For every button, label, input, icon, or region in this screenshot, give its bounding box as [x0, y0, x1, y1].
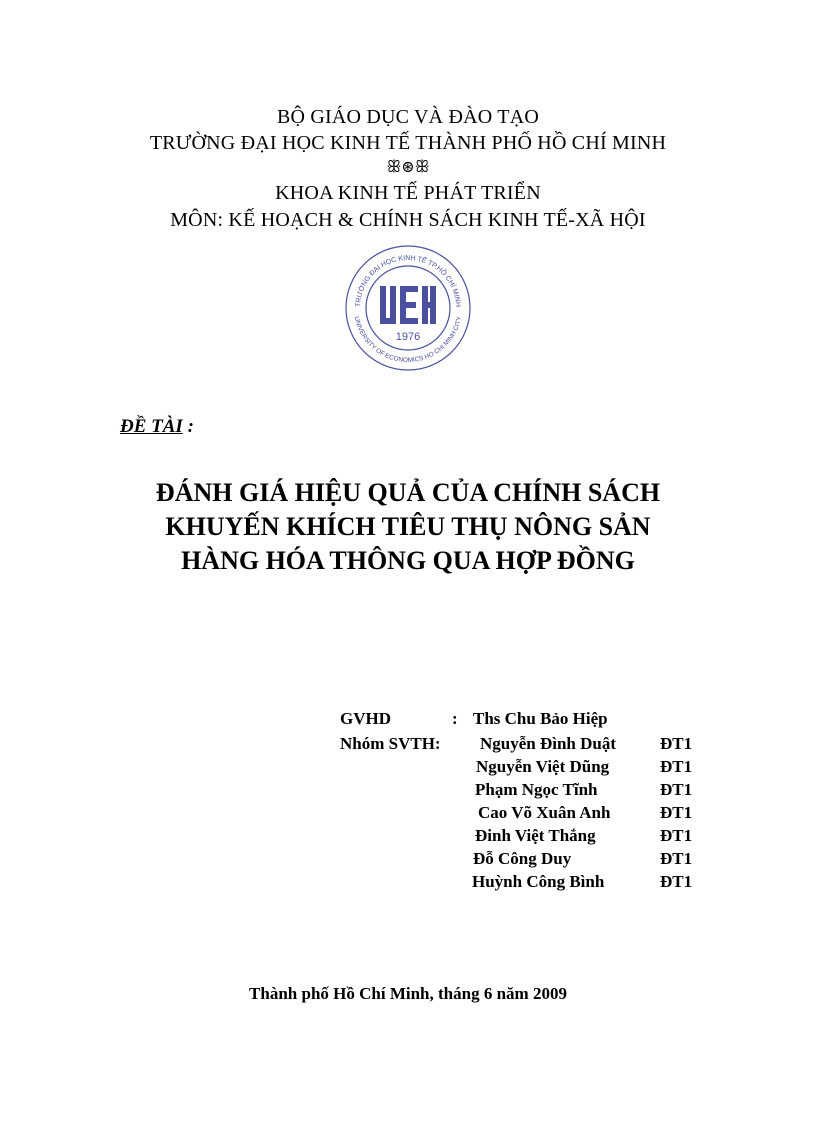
- logo-year: 1976: [395, 331, 421, 343]
- university-line: TRƯỜNG ĐẠI HỌC KINH TẾ THÀNH PHỐ HỒ CHÍ MINH: [149, 132, 667, 154]
- advisor-separator: :: [452, 709, 458, 728]
- member-name: Đỗ Công Duy: [473, 849, 572, 868]
- member-name: Huỳnh Công Bình: [472, 872, 605, 891]
- topic-label-text: ĐỀ TÀI: [120, 416, 183, 437]
- member-class: ĐT1: [660, 849, 693, 868]
- university-logo: [344, 244, 472, 372]
- logo-ring-text-top: TRƯỜNG ĐẠI HỌC KINH TẾ TP.HỒ CHÍ MINH: [354, 254, 462, 308]
- member-class: ĐT1: [660, 734, 693, 753]
- logo-emblem: [380, 286, 436, 324]
- member-class: ĐT1: [660, 757, 693, 776]
- ornament-icon: ꕥ⊛ꕥ: [386, 159, 430, 176]
- title-line-3: HÀNG HÓA THÔNG QUA HỢP ĐỒNG: [181, 546, 635, 575]
- group-label: Nhóm SVTH:: [340, 734, 441, 753]
- faculty-line: KHOA KINH TẾ PHÁT TRIỂN: [275, 182, 541, 204]
- member-name: Phạm Ngọc Tĩnh: [475, 780, 598, 799]
- subject-line: MÔN: KẾ HOẠCH & CHÍNH SÁCH KINH TẾ-XÃ HỘI: [170, 209, 646, 231]
- place-date-footer: Thành phố Hồ Chí Minh, tháng 6 năm 2009: [249, 984, 567, 1003]
- ministry-line: BỘ GIÁO DỤC VÀ ĐÀO TẠO: [277, 106, 539, 128]
- advisor-name: Ths Chu Bảo Hiệp: [473, 709, 608, 728]
- member-name: Cao Võ Xuân Anh: [478, 803, 611, 822]
- member-name: Nguyễn Đình Duật: [480, 734, 617, 753]
- member-class: ĐT1: [660, 803, 693, 822]
- title-line-1: ĐÁNH GIÁ HIỆU QUẢ CỦA CHÍNH SÁCH: [155, 478, 661, 507]
- member-name: Nguyễn Việt Dũng: [476, 757, 610, 776]
- member-class: ĐT1: [660, 872, 693, 891]
- member-name: Đinh Việt Thắng: [475, 826, 596, 845]
- member-class: ĐT1: [660, 826, 693, 845]
- title-line-2: KHUYẾN KHÍCH TIÊU THỤ NÔNG SẢN: [165, 512, 651, 541]
- topic-label-colon: :: [182, 416, 194, 437]
- member-class: ĐT1: [660, 780, 693, 799]
- topic-label: [120, 416, 194, 438]
- advisor-label: GVHD: [340, 709, 391, 728]
- logo-ring-text-bottom: UNIVERSITY OF ECONOMICS HO CHI MINH CITY: [352, 315, 464, 365]
